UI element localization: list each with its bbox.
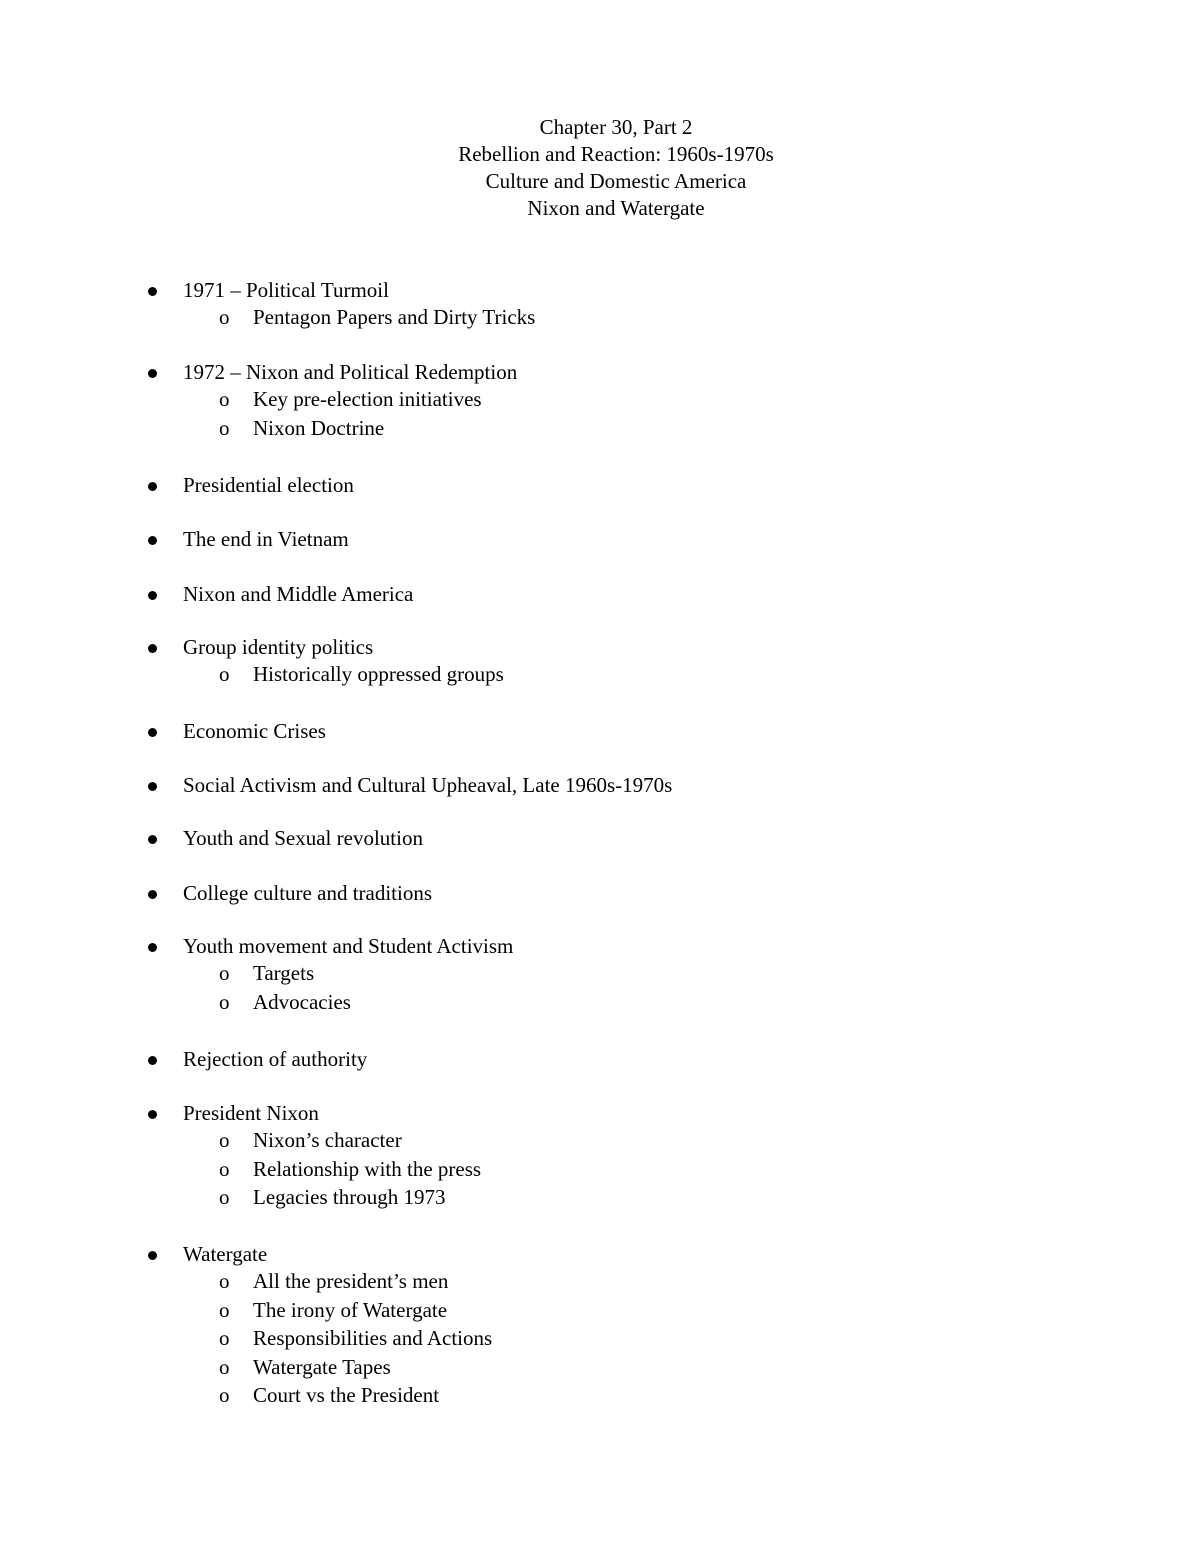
outline-item: 1971 – Political Turmoil: [183, 278, 389, 302]
outline-item: Nixon and Middle America: [183, 582, 414, 606]
bullet-icon: [148, 835, 157, 844]
outline-subitem: Advocacies: [253, 989, 351, 1014]
outline-subitem: Pentagon Papers and Dirty Tricks: [253, 305, 536, 329]
outline-item: Presidential election: [183, 473, 354, 497]
outline-item: Watergate: [183, 1242, 268, 1266]
bullet-icon: [148, 943, 157, 952]
header-chapter-title: Chapter 30, Part 2: [539, 115, 693, 139]
outline-item: Social Activism and Cultural Upheaval, Late 1960s-1970s: [183, 773, 673, 797]
sub-bullet-icon: o: [219, 1128, 230, 1152]
sub-bullet-icon: o: [219, 387, 230, 411]
bullet-icon: [148, 536, 157, 545]
bullet-icon: [148, 1251, 157, 1260]
outline-subitem: Relationship with the press: [253, 1156, 482, 1181]
sub-bullet-icon: o: [219, 1185, 230, 1209]
bullet-icon: [148, 1056, 157, 1065]
outline-item: Youth movement and Student Activism: [183, 934, 514, 958]
sub-bullet-icon: o: [219, 305, 230, 329]
outline-subitem: The irony of Watergate: [253, 1297, 448, 1322]
outline-subitem: Legacies through 1973: [253, 1185, 446, 1209]
outline-subitem: Court vs the President: [253, 1383, 440, 1407]
sub-bullet-icon: o: [219, 1156, 230, 1181]
sub-bullet-icon: o: [219, 989, 230, 1014]
outline-subitem: Historically oppressed groups: [253, 662, 504, 686]
outline-subitem: Nixon’s character: [253, 1128, 402, 1152]
header-topic: Culture and Domestic America: [485, 169, 747, 193]
outline-subitem: Watergate Tapes: [253, 1354, 391, 1379]
bullet-icon: [148, 782, 157, 791]
outline-item: Rejection of authority: [183, 1047, 368, 1071]
sub-bullet-icon: o: [219, 1354, 230, 1379]
sub-bullet-icon: o: [219, 415, 230, 440]
sub-bullet-icon: o: [219, 1297, 230, 1322]
sub-bullet-icon: o: [219, 1326, 230, 1350]
bullet-icon: [148, 591, 157, 600]
bullet-icon: [148, 890, 157, 899]
bullet-icon: [148, 1110, 157, 1119]
sub-bullet-icon: o: [219, 662, 230, 686]
outline-item: 1972 – Nixon and Political Redemption: [183, 360, 518, 384]
outline-item: The end in Vietnam: [183, 527, 349, 551]
outline-subitem: Targets: [253, 961, 315, 985]
sub-bullet-icon: o: [219, 1383, 230, 1407]
outline-subitem: Key pre-election initiatives: [253, 387, 482, 411]
outline-subitem: All the president’s men: [253, 1269, 449, 1293]
sub-bullet-icon: o: [219, 1269, 230, 1293]
bullet-icon: [148, 482, 157, 491]
outline-item: Group identity politics: [183, 635, 374, 659]
bullet-icon: [148, 369, 157, 378]
sub-bullet-icon: o: [219, 961, 230, 985]
outline-item: College culture and traditions: [183, 881, 433, 905]
outline-subitem: Responsibilities and Actions: [253, 1326, 493, 1350]
outline-item: Youth and Sexual revolution: [183, 826, 423, 850]
outline-item: President Nixon: [183, 1101, 319, 1125]
bullet-icon: [148, 644, 157, 653]
bullet-icon: [148, 728, 157, 737]
bullet-icon: [148, 287, 157, 296]
header-topic-secondary: Nixon and Watergate: [527, 196, 705, 220]
outline-subitem: Nixon Doctrine: [253, 415, 385, 440]
header-subtitle: Rebellion and Reaction: 1960s-1970s: [458, 142, 774, 166]
outline-item: Economic Crises: [183, 719, 326, 743]
